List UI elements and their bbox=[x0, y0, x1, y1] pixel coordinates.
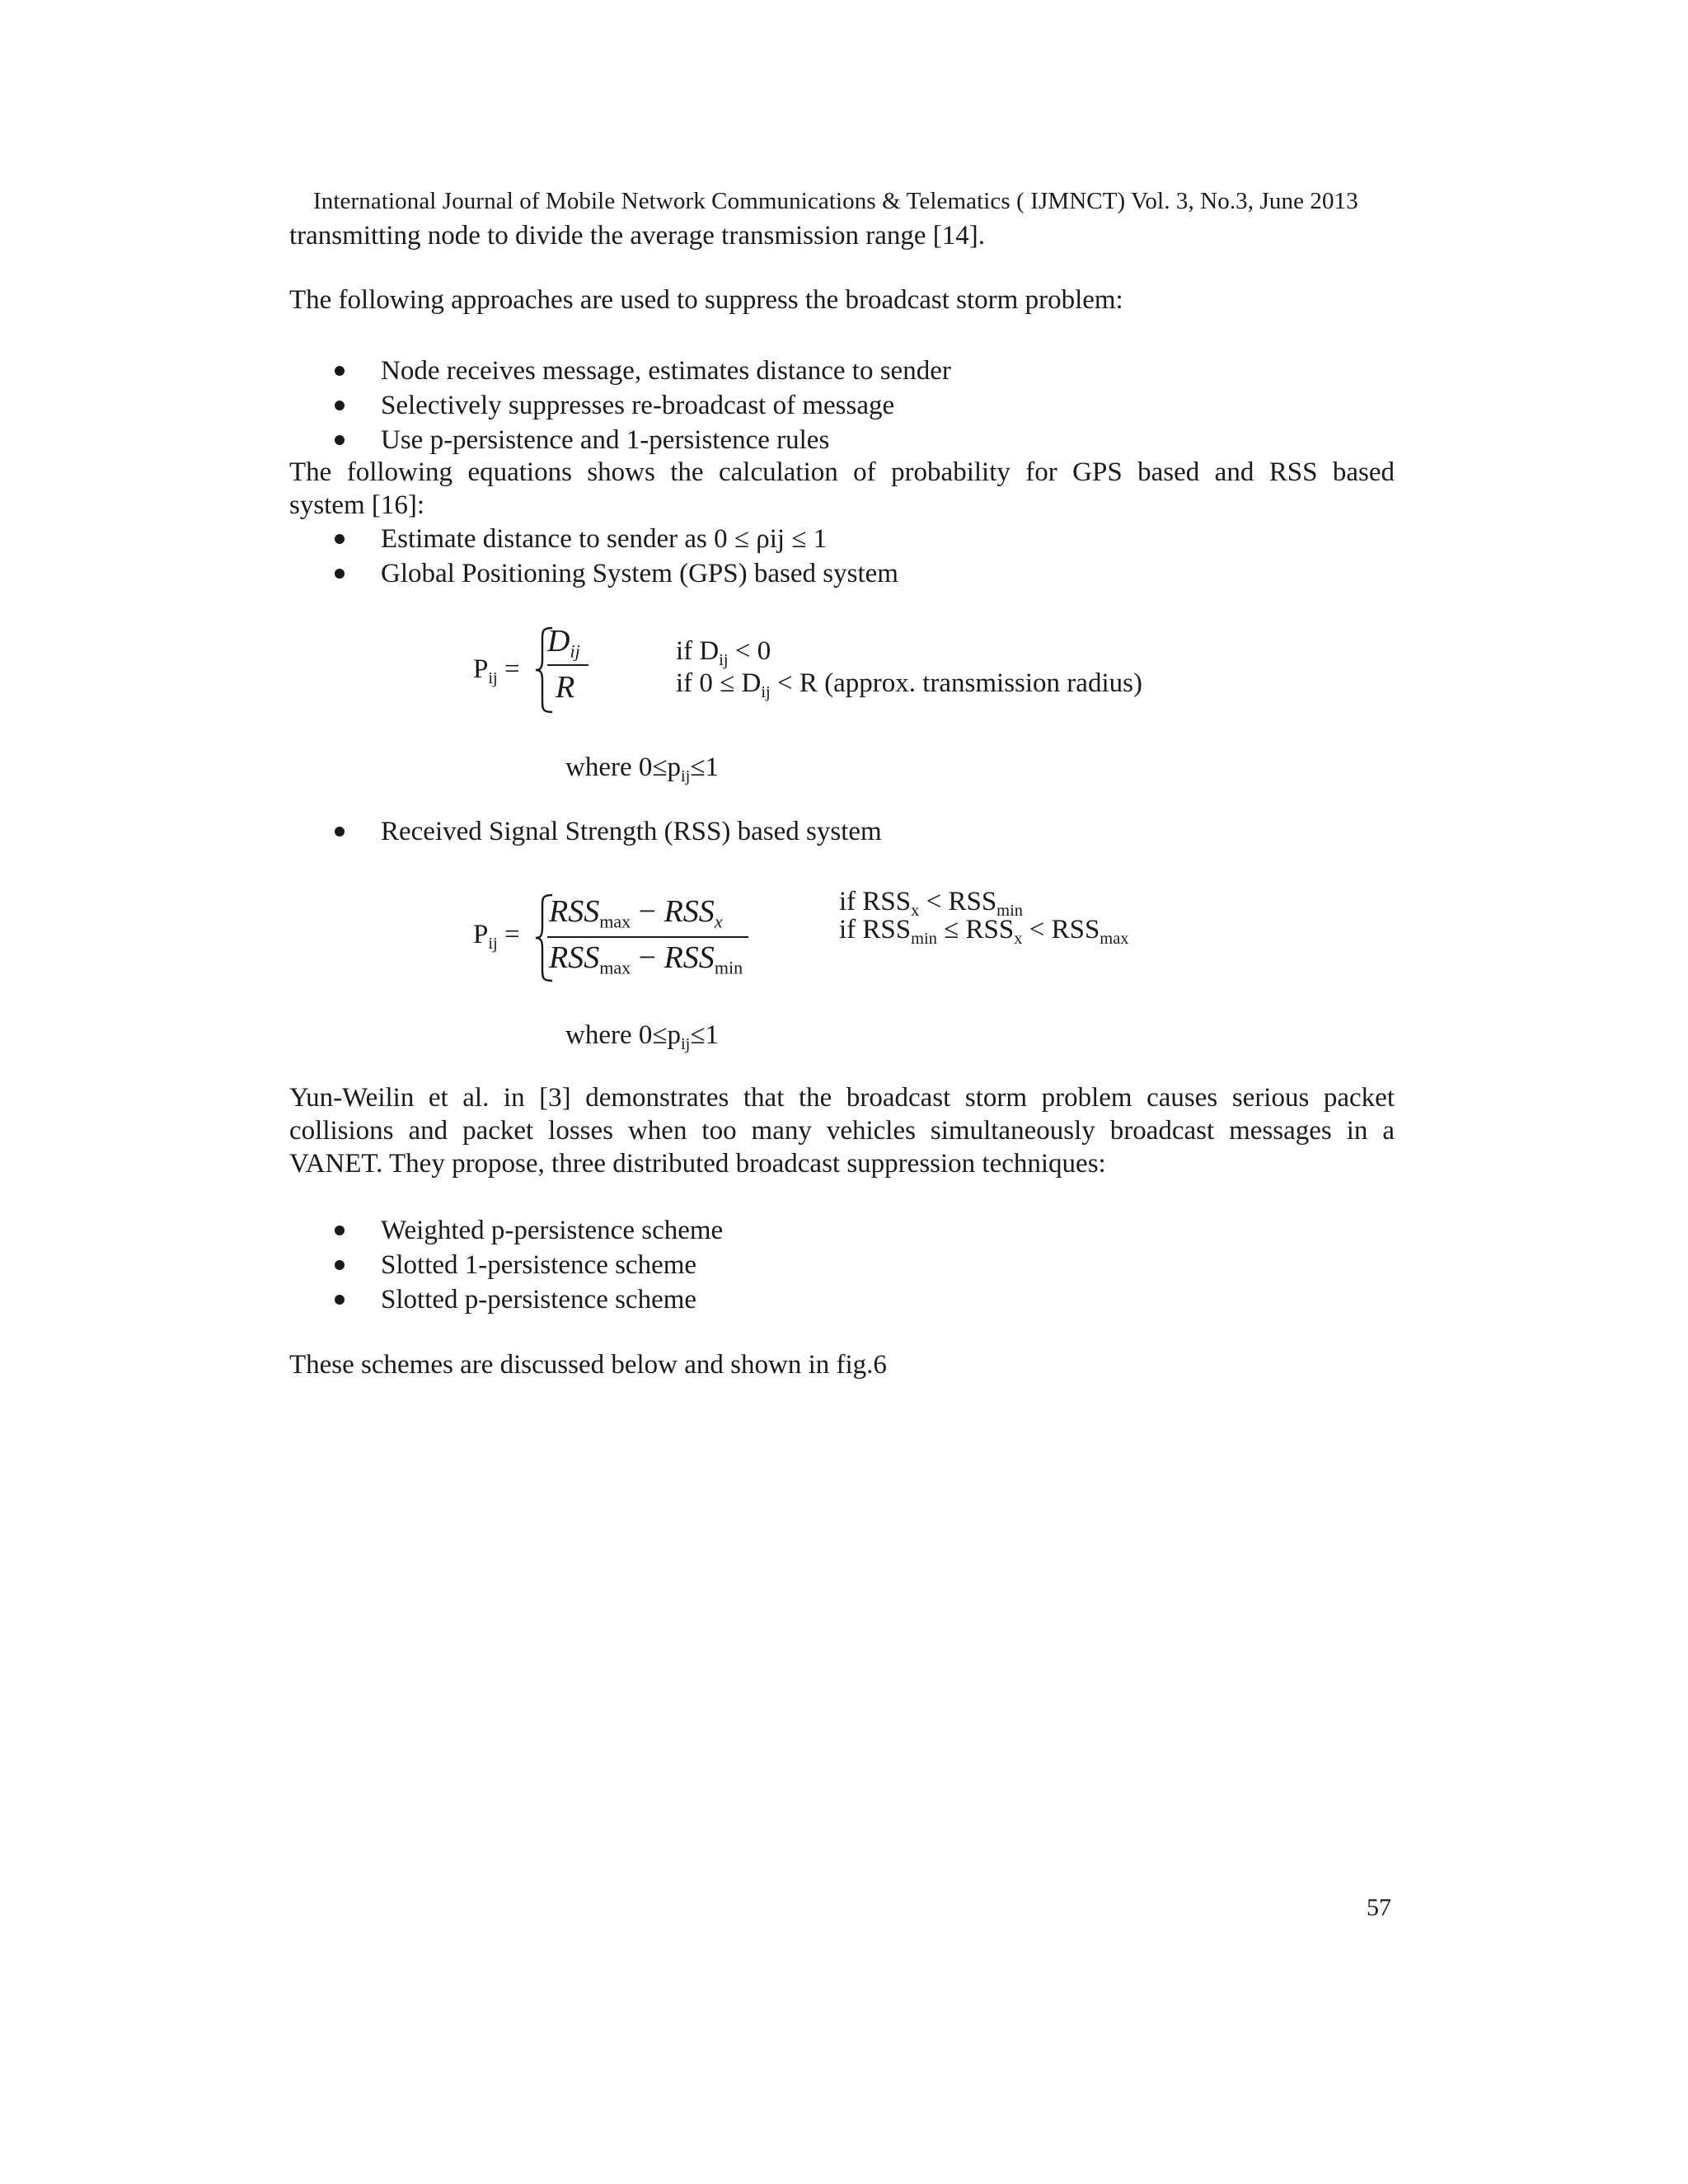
list-item: Global Positioning System (GPS) based system bbox=[381, 559, 898, 588]
bullet-icon bbox=[335, 1226, 345, 1235]
rss-lhs: $P_{ij}$ = bbox=[473, 920, 520, 954]
intro-paragraph: The following approaches are used to suppress the broadcast storm problem: bbox=[289, 285, 1123, 315]
fraction-bar bbox=[547, 664, 588, 666]
list-item: Node receives message, estimates distance to sender bbox=[381, 356, 951, 386]
list-item: Weighted p-persistence scheme bbox=[381, 1216, 724, 1245]
rss-fraction-denominator: $RSS_{max} - RSS_{min}$ bbox=[549, 940, 743, 978]
gps-fraction-denominator: R bbox=[556, 670, 575, 705]
rss-fraction-numerator: $RSS_{max} - RSS_x$ bbox=[549, 894, 723, 932]
gps-condition-1: if $D_{ij} < 0$ bbox=[676, 636, 771, 670]
rss-condition-2: if $RSS_{min} \le RSS_x < RSS_{max}$ bbox=[839, 915, 1129, 949]
gps-fraction-numerator: $D_{ij}$ bbox=[547, 624, 580, 662]
bullet-icon bbox=[335, 534, 345, 544]
running-header: International Journal of Mobile Network Communications & Telematics ( IJMNCT) Vol. 3, No.3, June 2013 bbox=[313, 188, 1358, 214]
continuation-line: transmitting node to divide the average transmission range [14]. bbox=[289, 221, 986, 251]
equations-paragraph-line2: system [16]: bbox=[289, 490, 425, 520]
list-item: Received Signal Strength (RSS) based system bbox=[381, 817, 882, 846]
bullet-icon bbox=[335, 435, 345, 445]
fraction-bar bbox=[547, 936, 748, 938]
list-item: Use p-persistence and 1-persistence rules bbox=[381, 425, 830, 455]
list-item: Estimate distance to sender as 0 ≤ ρij ≤ 1 bbox=[381, 524, 828, 554]
list-item: Slotted p-persistence scheme bbox=[381, 1285, 697, 1315]
gps-condition-2: if $0 \le D_{ij} < R$ (approx. transmission radius) bbox=[676, 668, 1142, 702]
rss-where-clause: where $0\le p_{ij}\le 1$ bbox=[565, 1020, 719, 1054]
bullet-icon bbox=[335, 1260, 345, 1270]
list-item: Slotted 1-persistence scheme bbox=[381, 1250, 697, 1280]
gps-lhs: $P_{ij}$ = bbox=[473, 654, 520, 688]
page-number: 57 bbox=[1367, 1894, 1391, 1921]
closing-line: These schemes are discussed below and shown in fig.6 bbox=[289, 1350, 887, 1380]
list-item: Selectively suppresses re-broadcast of message bbox=[381, 391, 895, 420]
yun-paragraph-line3: VANET. They propose, three distributed broadcast suppression techniques: bbox=[289, 1149, 1106, 1179]
bullet-icon bbox=[335, 827, 345, 837]
bullet-icon bbox=[335, 401, 345, 410]
bullet-icon bbox=[335, 569, 345, 579]
rss-condition-1: if $RSS_x < RSS_{min}$ bbox=[839, 887, 1023, 921]
gps-where-clause: where $0\le p_{ij}\le 1$ bbox=[565, 752, 719, 786]
bullet-icon bbox=[335, 366, 345, 376]
yun-paragraph-line1: Yun-Weilin et al. in [3] demonstrates that the broadcast storm problem causes serious packet bbox=[289, 1083, 1395, 1113]
equations-paragraph-line1: The following equations shows the calculation of probability for GPS based and RSS based bbox=[289, 457, 1395, 487]
bullet-icon bbox=[335, 1295, 345, 1305]
yun-paragraph-line2: collisions and packet losses when too many vehicles simultaneously broadcast messages in a bbox=[289, 1116, 1395, 1146]
